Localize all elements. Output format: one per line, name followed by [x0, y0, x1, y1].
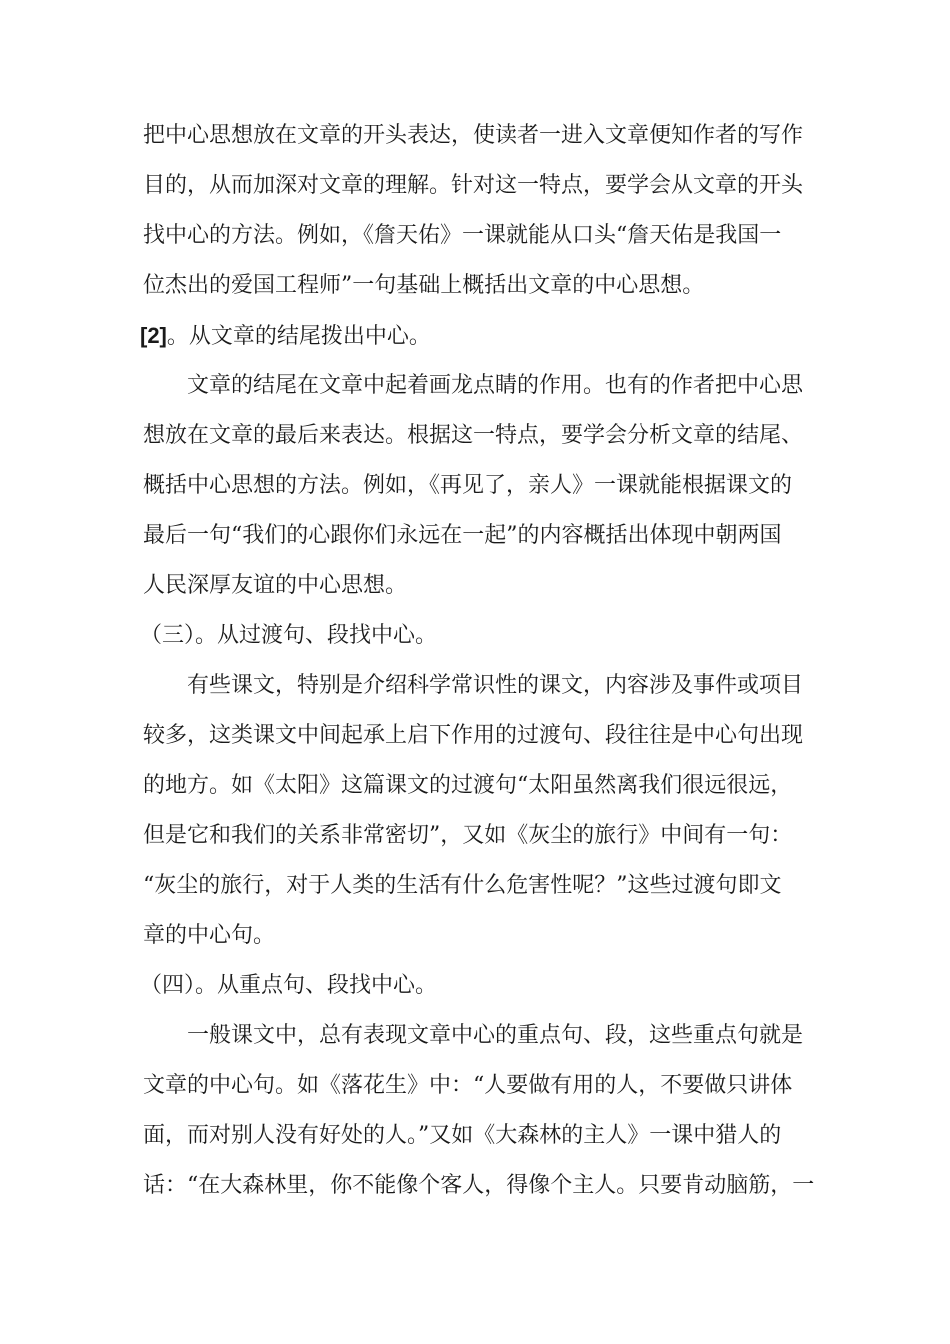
- text-line: 有些课文，特别是介绍科学常识性的课文，内容涉及事件或项目: [187, 673, 804, 698]
- item-heading-text: 。从文章的结尾拨出中心。: [166, 324, 431, 349]
- text-line: 章的中心句。: [143, 923, 276, 948]
- text-line: 人民深厚友谊的中心思想。: [143, 573, 408, 598]
- text-line: 概括中心思想的方法。例如，《再见了，亲人》一课就能根据课文的: [143, 473, 793, 498]
- text-line: 把中心思想放在文章的开头表达，使读者一进入文章便知作者的写作: [143, 123, 804, 148]
- section-heading-2: [140, 314, 431, 358]
- text-line: 的地方。如《太阳》这篇课文的过渡句“太阳虽然离我们很远很远，: [143, 773, 793, 798]
- text-line: 位杰出的爱国工程师”一句基础上概括出文章的中心思想。: [143, 273, 705, 298]
- text-line: 找中心的方法。例如，《詹天佑》一课就能从口头“詹天佑是我国一: [143, 223, 782, 248]
- text-line: 面，而对别人没有好处的人。”又如《大森林的主人》一课中猎人的: [143, 1123, 782, 1148]
- text-line: 最后一句“我们的心跟你们永远在一起”的内容概括出体现中朝两国: [143, 523, 782, 548]
- text-line: 较多，这类课文中间起承上启下作用的过渡句、段往往是中心句出现: [143, 723, 804, 748]
- text-line: 但是它和我们的关系非常密切”，又如《灰尘的旅行》中间有一句：: [143, 823, 793, 848]
- text-line: 文章的中心句。如《落花生》中：“人要做有用的人，不要做只讲体: [143, 1073, 793, 1098]
- text-line: 想放在文章的最后来表达。根据这一特点，要学会分析文章的结尾、: [143, 423, 804, 448]
- text-line: 目的，从而加深对文章的理解。针对这一特点，要学会从文章的开头: [143, 173, 804, 198]
- item-marker: [2]: [140, 323, 167, 348]
- text-line: “灰尘的旅行，对于人类的生活有什么危害性呢？”这些过渡句即文: [143, 873, 782, 898]
- section-heading-3: （三）。从过渡句、段找中心。: [140, 623, 438, 648]
- text-line: 话：“在大森林里，你不能像个客人，得像个主人。只要肯动脑筋，一: [143, 1173, 815, 1198]
- section-heading-4: （四）。从重点句、段找中心。: [140, 973, 438, 998]
- text-line: 一般课文中，总有表现文章中心的重点句、段，这些重点句就是: [187, 1023, 804, 1048]
- text-line: 文章的结尾在文章中起着画龙点睛的作用。也有的作者把中心思: [187, 373, 804, 398]
